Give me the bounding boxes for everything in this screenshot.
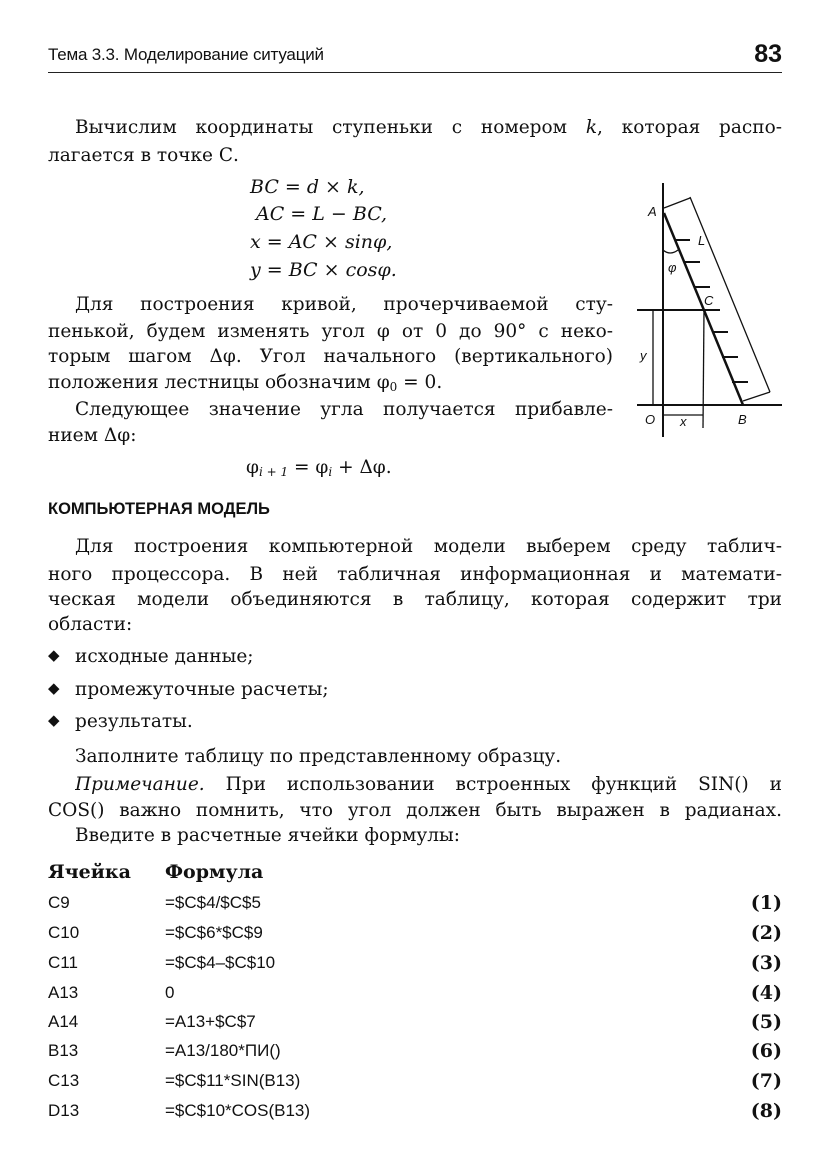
text: φ bbox=[246, 457, 259, 478]
equation-number: (1) bbox=[750, 892, 782, 914]
formula-4: y = BC × cosφ. bbox=[250, 259, 397, 281]
bullet-icon: ◆ bbox=[48, 711, 60, 729]
text: Вычислим координаты ступеньки с номером bbox=[75, 117, 586, 138]
bullet-item-3: результаты. bbox=[75, 711, 193, 732]
header-rule bbox=[48, 72, 782, 73]
equation-number: (8) bbox=[750, 1100, 782, 1122]
label-B: B bbox=[738, 412, 747, 427]
cell-formula: 0 bbox=[165, 983, 175, 1002]
intro-line-1 bbox=[75, 116, 782, 140]
subscript: i bbox=[328, 465, 333, 479]
text: , которая распо- bbox=[597, 117, 782, 138]
label-x: x bbox=[680, 414, 687, 429]
bullet-item-1: исходные данные; bbox=[75, 646, 254, 667]
equation-number: (7) bbox=[750, 1070, 782, 1092]
para2-line-6: нием Δφ: bbox=[48, 425, 137, 446]
section-p1-line-1: Для построения компьютерной модели выберем среду таблич- bbox=[75, 536, 782, 557]
cell-formula: =A13/180*ПИ() bbox=[165, 1041, 281, 1060]
section-p1-line-2: ного процессора. В ней табличная информационная и математи- bbox=[48, 564, 782, 585]
recurrence-formula bbox=[246, 456, 392, 480]
note-line-2: COS() важно помнить, что угол должен быть выражен в радианах. bbox=[48, 800, 782, 821]
cell-ref: B13 bbox=[48, 1041, 79, 1060]
section-p1-line-4: области: bbox=[48, 614, 133, 635]
para2-line-4 bbox=[48, 371, 442, 395]
equation-number: (6) bbox=[750, 1040, 782, 1062]
ladder-diagram bbox=[600, 170, 829, 440]
bullet-icon: ◆ bbox=[48, 679, 60, 697]
cell-formula: =$C$11*SIN(B13) bbox=[165, 1071, 301, 1090]
text: При использовании встроенных функций SIN() и bbox=[204, 774, 782, 795]
equation-number: (4) bbox=[750, 982, 782, 1004]
para2-line-2: пенькой, будем изменять угол φ от 0 до 90° с неко- bbox=[48, 321, 613, 342]
subscript: i + 1 bbox=[258, 465, 289, 479]
length-tick-top bbox=[664, 198, 690, 208]
label-phi: φ bbox=[668, 260, 677, 275]
cell-ref: C9 bbox=[48, 893, 70, 912]
note-label: Примечание. bbox=[75, 774, 205, 795]
intro-line-2: лагается в точке С. bbox=[48, 145, 239, 166]
text: положения лестницы обозначим φ bbox=[48, 372, 390, 393]
para2-line-5: Следующее значение угла получается прибавле- bbox=[75, 399, 613, 420]
label-A: A bbox=[648, 204, 657, 219]
cell-formula: =$C$4/$C$5 bbox=[165, 893, 261, 912]
para2-line-3: торым шагом Δφ. Угол начального (вертикального) bbox=[48, 346, 613, 367]
label-C: C bbox=[704, 293, 714, 308]
var-k: k bbox=[585, 117, 598, 138]
angle-arc bbox=[663, 250, 678, 253]
length-line bbox=[690, 197, 770, 392]
formula-1: BC = d × k, bbox=[250, 176, 365, 198]
label-O: O bbox=[645, 412, 656, 427]
section-p1-line-3: ческая модели объединяются в таблицу, которая содержит три bbox=[48, 589, 782, 610]
label-y: y bbox=[640, 348, 647, 363]
cell-formula: =$C$10*COS(B13) bbox=[165, 1101, 311, 1120]
cell-formula: =$C$4–$C$10 bbox=[165, 953, 276, 972]
running-header: Тема 3.3. Моделирование ситуаций bbox=[48, 45, 324, 64]
label-L: L bbox=[698, 233, 706, 248]
bullet-item-2: промежуточные расчеты; bbox=[75, 679, 329, 700]
length-tick-bottom bbox=[743, 392, 770, 401]
subscript: 0 bbox=[389, 380, 398, 394]
text: = φ bbox=[288, 457, 329, 478]
cell-formula: =$C$6*$C$9 bbox=[165, 923, 263, 942]
cell-ref: C13 bbox=[48, 1071, 80, 1090]
cell-ref: A13 bbox=[48, 983, 79, 1002]
cell-ref: C11 bbox=[48, 953, 78, 972]
section-title: КОМПЬЮТЕРНАЯ МОДЕЛЬ bbox=[48, 500, 270, 518]
note-line-1 bbox=[75, 773, 782, 797]
bullet-icon: ◆ bbox=[48, 646, 60, 664]
instruction-text: Заполните таблицу по представленному образцу. bbox=[75, 746, 562, 767]
text: = 0. bbox=[397, 372, 443, 393]
text: + Δφ. bbox=[332, 457, 392, 478]
equation-number: (3) bbox=[750, 952, 782, 974]
table-header-cell: Ячейка bbox=[48, 861, 131, 883]
para2-line-1: Для построения кривой, прочерчиваемой сту- bbox=[75, 294, 613, 315]
table-header-formula: Формула bbox=[165, 861, 264, 883]
cell-formula: =A13+$C$7 bbox=[165, 1012, 256, 1031]
equation-number: (2) bbox=[750, 922, 782, 944]
formula-2: AC = L − BC, bbox=[256, 203, 388, 225]
enter-formulas-text: Введите в расчетные ячейки формулы: bbox=[75, 825, 460, 846]
equation-number: (5) bbox=[750, 1011, 782, 1033]
formula-3: x = AC × sinφ, bbox=[250, 231, 393, 253]
cell-ref: A14 bbox=[48, 1012, 79, 1031]
page-number: 83 bbox=[754, 40, 782, 68]
cell-ref: C10 bbox=[48, 923, 80, 942]
x-drop-line bbox=[703, 310, 704, 428]
cell-ref: D13 bbox=[48, 1101, 80, 1120]
